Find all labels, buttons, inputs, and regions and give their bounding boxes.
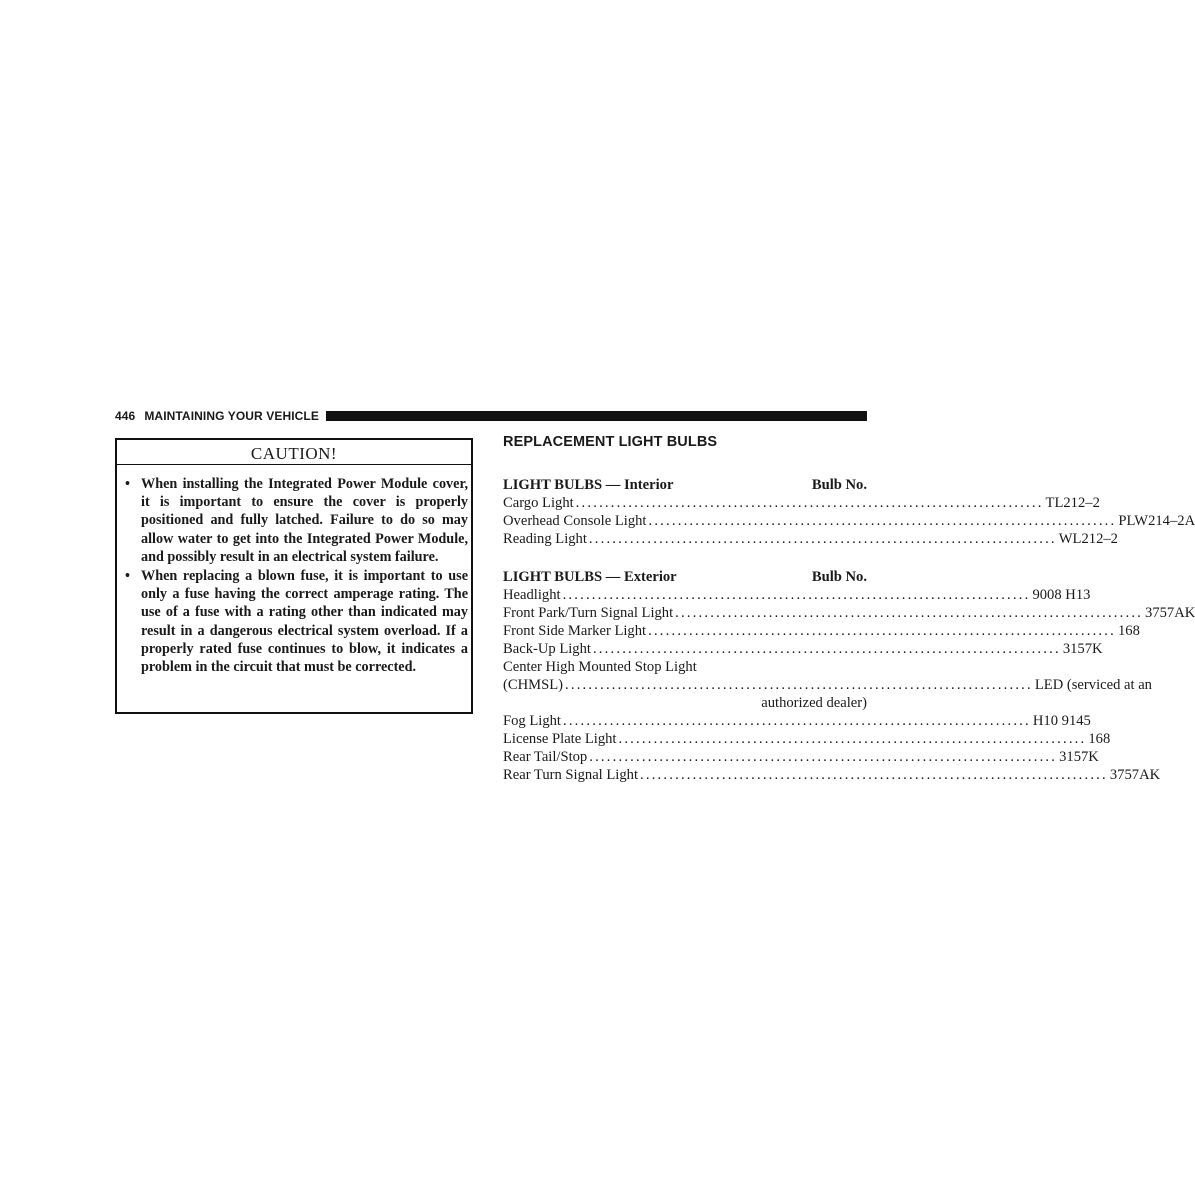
bulb-label: Reading Light bbox=[503, 531, 587, 547]
table-row bbox=[503, 676, 1152, 694]
leader-dots: ................................................................................ bbox=[648, 623, 1116, 639]
leader-dots: ................................................................................ bbox=[589, 749, 1058, 765]
table-row bbox=[503, 748, 1099, 766]
bullet-icon: • bbox=[125, 476, 130, 492]
leader-dots: ................................................................................ bbox=[648, 513, 1117, 529]
bulb-label: License Plate Light bbox=[503, 731, 617, 747]
table-row bbox=[503, 494, 1100, 512]
caution-bullet-text: When installing the Integrated Power Module cover, it is important to ensure the cover is properly positioned and fully latched. Failure to do so may allow water to get into the Integrated Power Module, and possibly result in an electrical system failure. bbox=[141, 476, 468, 565]
table-row bbox=[503, 586, 1091, 604]
section-heading: REPLACEMENT LIGHT BULBS bbox=[503, 434, 718, 450]
leader-dots: ................................................................................ bbox=[565, 677, 1033, 693]
table-header bbox=[503, 476, 867, 494]
bulb-label: Rear Tail/Stop bbox=[503, 749, 588, 765]
bulb-number: WL212–2 bbox=[1058, 531, 1118, 547]
table-row bbox=[503, 730, 1111, 748]
bulb-number: H10 9145 bbox=[1032, 713, 1091, 729]
bulb-number-continued: authorized dealer) bbox=[761, 695, 867, 711]
bulb-label: Fog Light bbox=[503, 713, 561, 729]
bulb-label: Back-Up Light bbox=[503, 641, 591, 657]
replacement-section bbox=[503, 434, 1195, 804]
bulb-number: 3757AK bbox=[1109, 767, 1161, 783]
table-header bbox=[503, 568, 867, 586]
column-heading: Bulb No. bbox=[811, 569, 867, 585]
bulb-label: Overhead Console Light bbox=[503, 513, 647, 529]
page-header bbox=[115, 407, 867, 425]
caution-bullet bbox=[125, 567, 468, 676]
table-heading: LIGHT BULBS — Exterior bbox=[503, 569, 677, 585]
leader-dots: ................................................................................ bbox=[588, 531, 1057, 547]
table-row bbox=[503, 622, 1140, 640]
leader-dots: ................................................................................ bbox=[618, 731, 1087, 747]
leader-dots: ................................................................................ bbox=[592, 641, 1061, 657]
header-rule bbox=[326, 411, 867, 421]
table-row bbox=[503, 658, 867, 676]
leader-dots: ................................................................................ bbox=[562, 713, 1031, 729]
bulb-number: 3757AK bbox=[1145, 605, 1195, 621]
table-row bbox=[503, 766, 1161, 784]
bulb-label: Front Side Marker Light bbox=[503, 623, 647, 639]
page-number: 446 bbox=[115, 409, 136, 423]
bulb-number: TL212–2 bbox=[1045, 495, 1100, 511]
bulb-label: Center High Mounted Stop Light bbox=[503, 659, 697, 675]
bulb-number: LED (serviced at an bbox=[1034, 677, 1152, 693]
section-title: MAINTAINING YOUR VEHICLE bbox=[144, 409, 319, 423]
leader-dots: ................................................................................ bbox=[575, 495, 1044, 511]
table-row bbox=[503, 712, 1091, 730]
table-row bbox=[503, 530, 1118, 548]
caution-bullet-text: When replacing a blown fuse, it is important to use only a fuse having the correct amperage rating. The use of a fuse with a rating other than indicated may result in a dangerous electrical system overload. If a properly rated fuse continues to blow, it indicates a problem in the circuit that must be corrected. bbox=[141, 568, 468, 676]
bulb-number: 168 bbox=[1117, 623, 1140, 639]
table-row bbox=[503, 640, 1103, 658]
column-heading: Bulb No. bbox=[811, 477, 867, 493]
bulb-number: 9008 H13 bbox=[1032, 587, 1091, 603]
bulb-number: 3157K bbox=[1059, 749, 1099, 765]
caution-list bbox=[117, 465, 471, 676]
leader-dots: ................................................................................ bbox=[562, 587, 1031, 603]
caution-box bbox=[115, 438, 473, 714]
caution-title: CAUTION! bbox=[117, 440, 471, 465]
bulb-number: 168 bbox=[1088, 731, 1111, 747]
table-heading: LIGHT BULBS — Interior bbox=[503, 477, 674, 493]
bullet-icon: • bbox=[125, 568, 130, 585]
leader-dots: ................................................................................ bbox=[675, 605, 1144, 621]
bulb-label: Rear Turn Signal Light bbox=[503, 767, 638, 783]
exterior-bulbs-table bbox=[503, 568, 1195, 784]
bulb-label: Front Park/Turn Signal Light bbox=[503, 605, 674, 621]
caution-bullet bbox=[125, 475, 468, 566]
bulb-label: (CHMSL) bbox=[503, 677, 563, 693]
bulb-number: 3157K bbox=[1062, 641, 1103, 657]
interior-bulbs-table bbox=[503, 476, 1195, 548]
leader-dots: ................................................................................ bbox=[640, 767, 1108, 783]
table-row bbox=[503, 512, 1195, 530]
bulb-label: Headlight bbox=[503, 587, 561, 603]
bulb-number: PLW214–2A bbox=[1118, 513, 1195, 529]
table-row bbox=[503, 604, 1195, 622]
bulb-label: Cargo Light bbox=[503, 495, 574, 511]
